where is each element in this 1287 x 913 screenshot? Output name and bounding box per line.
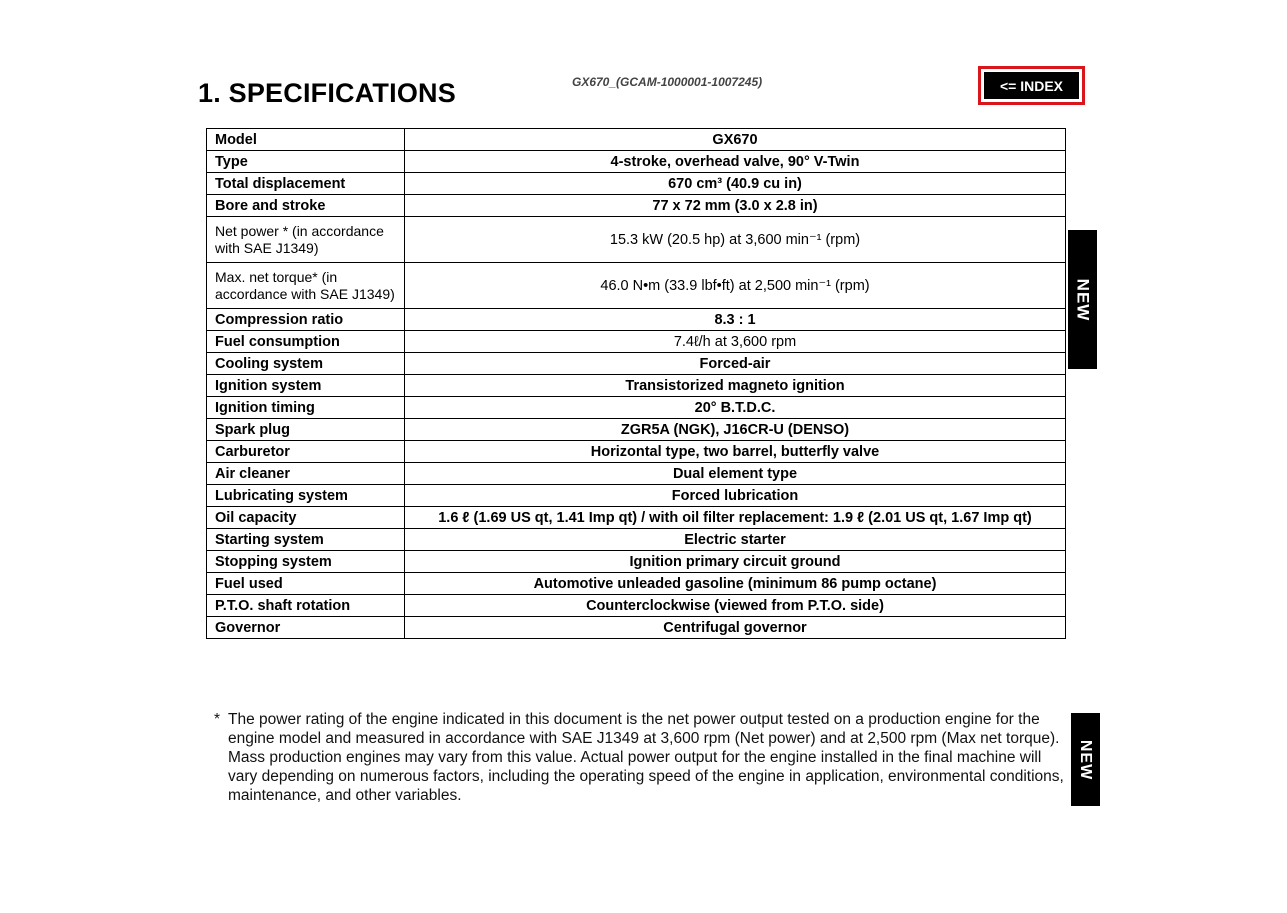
table-row: [207, 263, 1066, 309]
spec-label: Max. net torque* (in accordance with SAE J1349): [207, 263, 405, 309]
table-row: [207, 507, 1066, 529]
spec-value: Ignition primary circuit ground: [405, 551, 1066, 573]
table-row: [207, 529, 1066, 551]
spec-value: 15.3 kW (20.5 hp) at 3,600 min⁻¹ (rpm): [405, 217, 1066, 263]
spec-label: Net power * (in accordance with SAE J1349): [207, 217, 405, 263]
table-row: [207, 151, 1066, 173]
table-row: [207, 173, 1066, 195]
spec-label: Compression ratio: [207, 309, 405, 331]
spec-value: 8.3 : 1: [405, 309, 1066, 331]
table-row: [207, 441, 1066, 463]
table-row: [207, 463, 1066, 485]
spec-value: GX670: [405, 129, 1066, 151]
table-row: [207, 195, 1066, 217]
spec-value: 7.4ℓ/h at 3,600 rpm: [405, 331, 1066, 353]
spec-label: Lubricating system: [207, 485, 405, 507]
spec-label: Fuel used: [207, 573, 405, 595]
spec-value: 20° B.T.D.C.: [405, 397, 1066, 419]
spec-label: Fuel consumption: [207, 331, 405, 353]
table-row: [207, 353, 1066, 375]
table-row: [207, 617, 1066, 639]
table-row: [207, 217, 1066, 263]
page-title: 1. SPECIFICATIONS: [198, 78, 456, 108]
spec-label: Spark plug: [207, 419, 405, 441]
spec-label: Cooling system: [207, 353, 405, 375]
table-row: [207, 595, 1066, 617]
table-row: [207, 485, 1066, 507]
table-row: [207, 573, 1066, 595]
spec-value: Centrifugal governor: [405, 617, 1066, 639]
table-row: [207, 551, 1066, 573]
new-side-tab: [1071, 713, 1100, 806]
spec-label: Carburetor: [207, 441, 405, 463]
spec-label: Starting system: [207, 529, 405, 551]
spec-value: ZGR5A (NGK), J16CR-U (DENSO): [405, 419, 1066, 441]
spec-label: Ignition timing: [207, 397, 405, 419]
spec-label: Stopping system: [207, 551, 405, 573]
footnote: [214, 710, 1064, 805]
spec-value: Dual element type: [405, 463, 1066, 485]
table-row: [207, 419, 1066, 441]
spec-label: Model: [207, 129, 405, 151]
table-row: [207, 375, 1066, 397]
spec-value: 1.6 ℓ (1.69 US qt, 1.41 Imp qt) / with oil filter replacement: 1.9 ℓ (2.01 US qt, 1.67 Imp qt): [405, 507, 1066, 529]
table-row: [207, 397, 1066, 419]
spec-value: Forced lubrication: [405, 485, 1066, 507]
table-row: [207, 129, 1066, 151]
specifications-table: [206, 128, 1066, 639]
index-button-frame: [978, 66, 1085, 105]
spec-value: 670 cm³ (40.9 cu in): [405, 173, 1066, 195]
spec-label: Bore and stroke: [207, 195, 405, 217]
model-code: GX670_(GCAM-1000001-1007245): [572, 75, 763, 89]
footnote-marker: *: [214, 711, 221, 728]
table-row: [207, 331, 1066, 353]
spec-value: Electric starter: [405, 529, 1066, 551]
spec-value: 4-stroke, overhead valve, 90° V-Twin: [405, 151, 1066, 173]
spec-label: P.T.O. shaft rotation: [207, 595, 405, 617]
spec-label: Air cleaner: [207, 463, 405, 485]
spec-label: Type: [207, 151, 405, 173]
spec-value: 77 x 72 mm (3.0 x 2.8 in): [405, 195, 1066, 217]
spec-value: Forced-air: [405, 353, 1066, 375]
new-side-tab-label: NEW: [1077, 739, 1095, 780]
new-side-tab-label: NEW: [1073, 278, 1093, 321]
spec-label: Oil capacity: [207, 507, 405, 529]
spec-value: Counterclockwise (viewed from P.T.O. side): [405, 595, 1066, 617]
spec-label: Total displacement: [207, 173, 405, 195]
index-button[interactable]: <= INDEX: [984, 72, 1079, 99]
spec-value: Horizontal type, two barrel, butterfly valve: [405, 441, 1066, 463]
spec-value: Automotive unleaded gasoline (minimum 86 pump octane): [405, 573, 1066, 595]
table-row: [207, 309, 1066, 331]
spec-label: Governor: [207, 617, 405, 639]
footnote-text: The power rating of the engine indicated in this document is the net power output tested on a production engine for the engine model and measured in accordance with SAE J1349 at 3,600 rpm (Net power) and at 2,500 rpm (Max net torque). Mass production engines may vary from this value. Actual power output for the engine installed in the final machine will vary depending on numerous factors, including the operating speed of the engine in application, environmental conditions, maintenance, and other variables.: [228, 711, 1064, 804]
new-side-tab: [1068, 230, 1097, 369]
spec-label: Ignition system: [207, 375, 405, 397]
spec-value: Transistorized magneto ignition: [405, 375, 1066, 397]
spec-value: 46.0 N•m (33.9 lbf•ft) at 2,500 min⁻¹ (rpm): [405, 263, 1066, 309]
